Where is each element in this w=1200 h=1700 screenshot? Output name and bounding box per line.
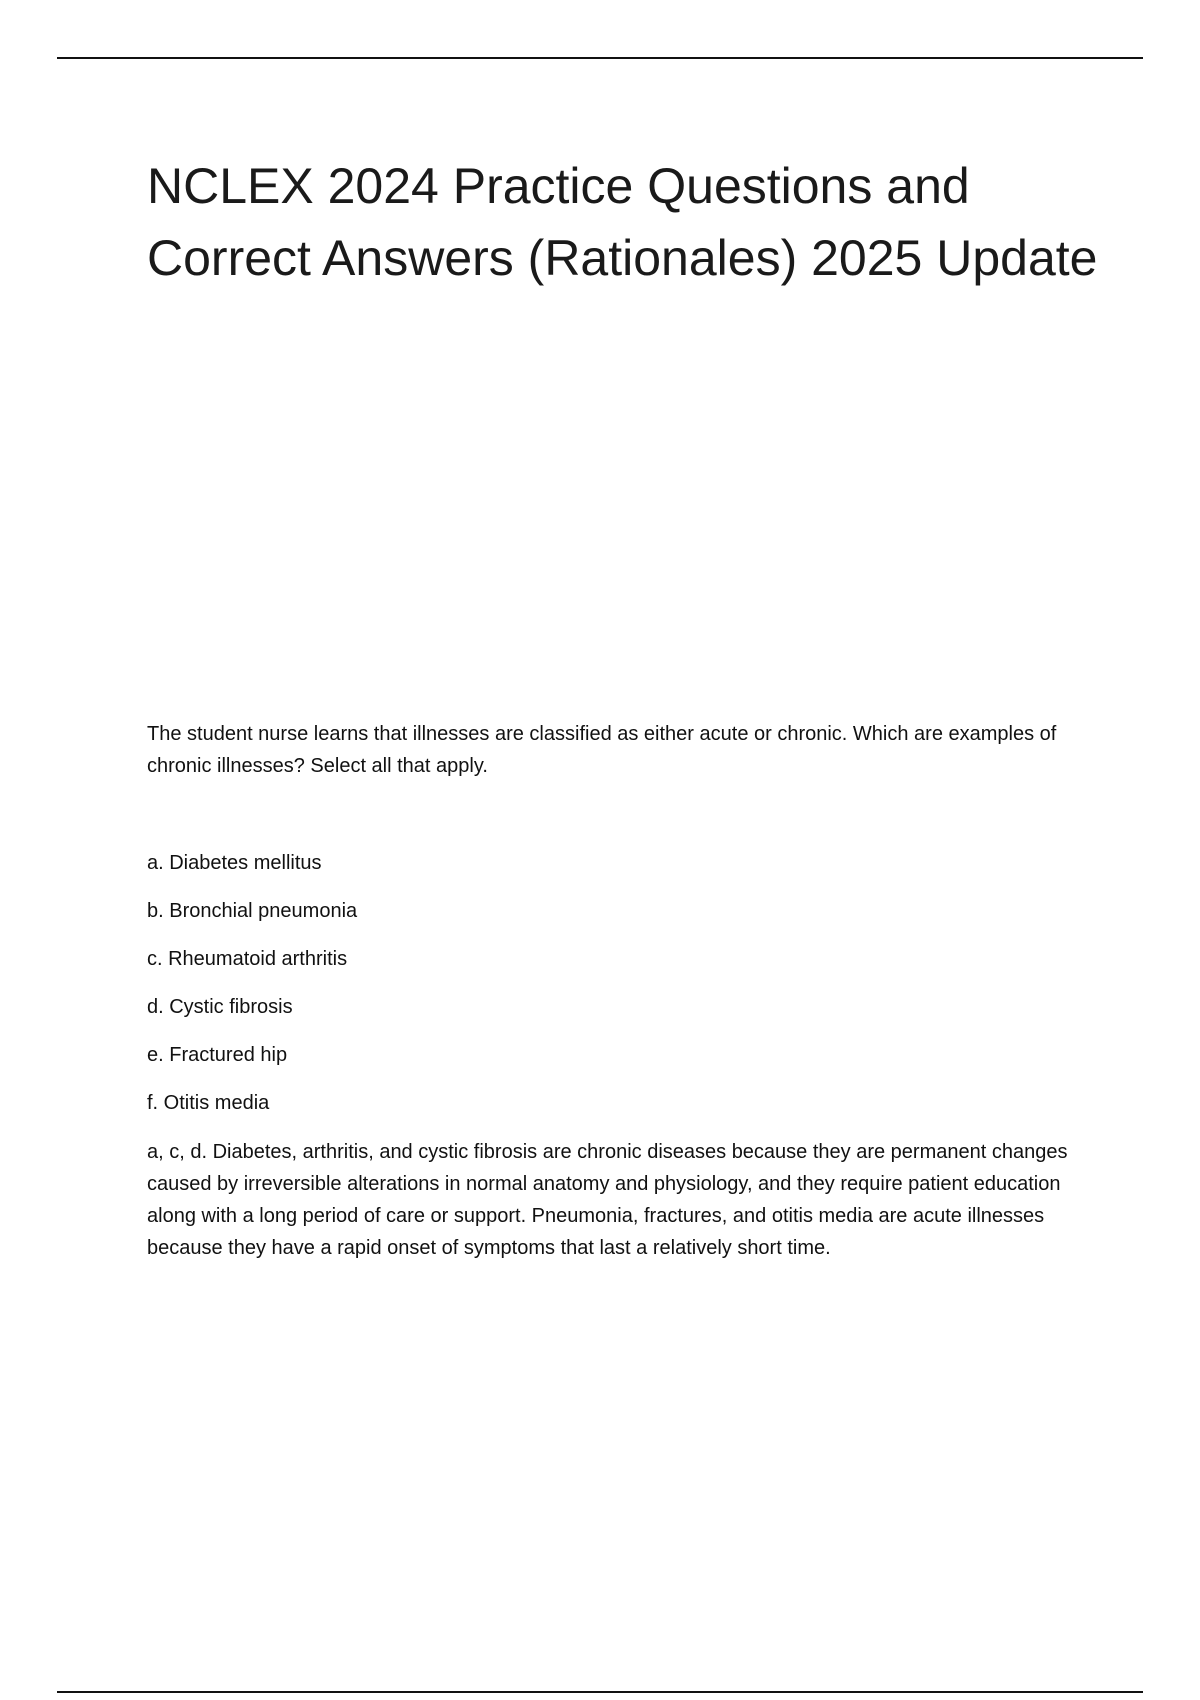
answer-option-c: c. Rheumatoid arthritis — [147, 948, 348, 970]
answer-option-b: b. Bronchial pneumonia — [147, 900, 358, 922]
answer-option-a: a. Diabetes mellitus — [147, 852, 322, 874]
answer-rationale: a, c, d. Diabetes, arthritis, and cystic fibrosis are chronic diseases because they are permanent changes caused by irreversible alterations in normal anatomy and physiology, and they require patient education along with a long period of care or support. Pneumonia, fractures, and otitis media are acute illnesses because they have a rapid onset of symptoms that last a relatively short time. — [147, 1141, 1068, 1259]
answer-option-d: d. Cystic fibrosis — [147, 996, 293, 1018]
answer-option-f: f. Otitis media — [147, 1092, 270, 1114]
document-title: NCLEX 2024 Practice Questions and Correct Answers (Rationales) 2025 Update — [147, 158, 1098, 286]
top-divider — [57, 57, 1143, 59]
question-text: The student nurse learns that illnesses are classified as either acute or chronic. Which are examples of chronic illnesses? Select all that apply. — [147, 723, 1057, 777]
answer-option-e: e. Fractured hip — [147, 1044, 288, 1066]
bottom-divider — [57, 1691, 1143, 1693]
answer-options-list — [147, 848, 357, 1136]
